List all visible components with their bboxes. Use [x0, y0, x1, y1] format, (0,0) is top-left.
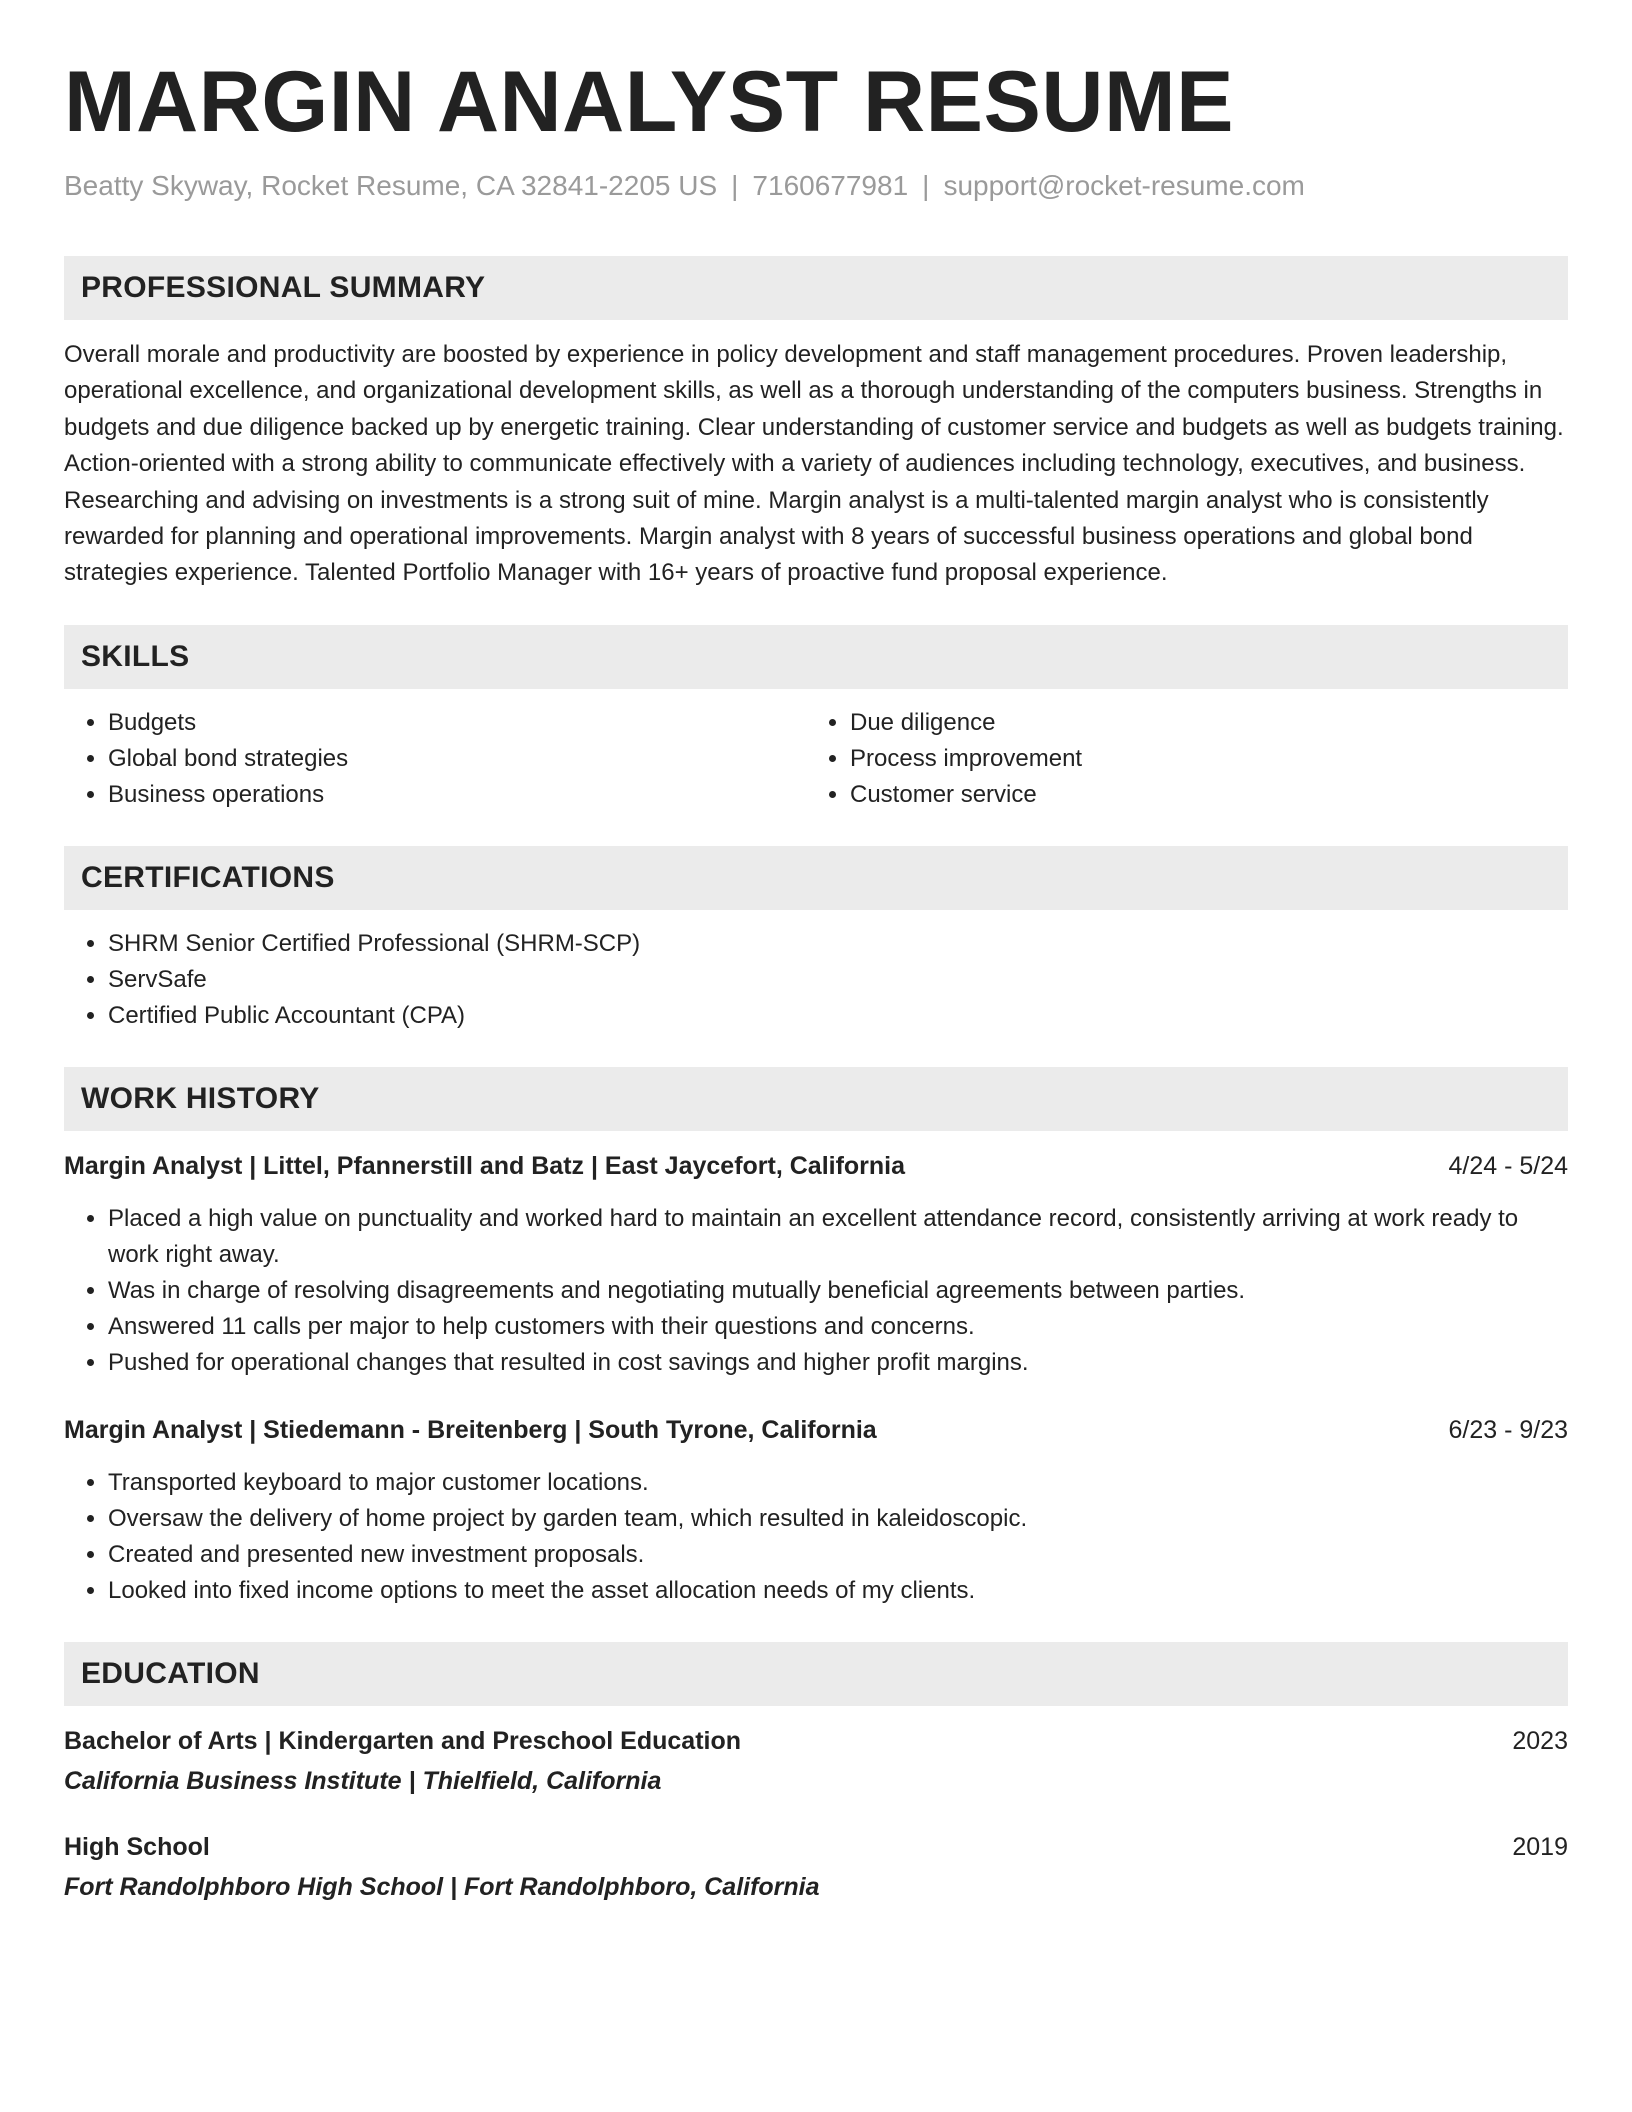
job-title: Margin Analyst | Stiedemann - Breitenberg | South Tyrone, California [64, 1415, 877, 1444]
job-entry [64, 1149, 1568, 1381]
contact-separator: | [922, 170, 930, 201]
certification-item: • Certified Public Accountant (CPA) [108, 998, 1568, 1034]
education-year: 2019 [1512, 1832, 1568, 1861]
job-bullet: • Answered 11 calls per major to help customers with their questions and concerns. [108, 1309, 1568, 1345]
section-header-education: EDUCATION [64, 1642, 1568, 1706]
education-entry [64, 1724, 1568, 1798]
job-bullet: • Transported keyboard to major customer locations. [108, 1465, 1568, 1501]
education-header [64, 1830, 1568, 1864]
resume-title: MARGIN ANALYST RESUME [64, 54, 1234, 150]
contact-line [64, 168, 1568, 204]
section-header-certifications: CERTIFICATIONS [64, 846, 1568, 910]
education-school: California Business Institute | Thielfield, California [64, 1766, 662, 1795]
education-school: Fort Randolphboro High School | Fort Randolphboro, California [64, 1872, 820, 1901]
job-header [64, 1149, 1568, 1183]
skill-item: • Process improvement [850, 741, 1548, 777]
job-bullet: • Was in charge of resolving disagreements and negotiating mutually beneficial agreements between parties. [108, 1273, 1568, 1309]
education-year: 2023 [1512, 1726, 1568, 1755]
contact-phone: 7160677981 [752, 170, 909, 201]
skill-item: • Global bond strategies [108, 741, 806, 777]
job-bullets [64, 1465, 1568, 1609]
skills-column-left [64, 705, 806, 813]
summary-text: Overall morale and productivity are boosted by experience in policy development and staff management procedures. Proven leadership, operational excellence, and organizational development skills, as well as a thorough understanding of the computers business. Strengths in budgets and due diligence backed up by energetic training. Clear understanding of customer service and budgets as well as budgets training. Action-oriented with a strong ability to communicate effectively with a variety of audiences including technology, executives, and business. Researching and advising on investments is a strong suit of mine. Margin analyst is a multi-talented margin analyst who is consistently rewarded for planning and operational improvements. Margin analyst with 8 years of successful business operations and global bond strategies experience. Talented Portfolio Manager with 16+ years of proactive fund proposal experience. [64, 341, 1564, 587]
job-bullet: • Pushed for operational changes that resulted in cost savings and higher profit margins. [108, 1345, 1568, 1381]
education-degree: Bachelor of Arts | Kindergarten and Preschool Education [64, 1726, 742, 1755]
education-degree: High School [64, 1832, 210, 1861]
skills-column-right [806, 705, 1548, 813]
contact-address: Beatty Skyway, Rocket Resume, CA 32841-2205 US [64, 170, 718, 201]
job-bullet: • Placed a high value on punctuality and worked hard to maintain an excellent attendance record, consistently arriving at work ready to work right away. [108, 1201, 1568, 1273]
skill-item: • Customer service [850, 777, 1548, 813]
education-header [64, 1724, 1568, 1758]
certification-item: • ServSafe [108, 962, 1568, 998]
contact-email: support@rocket-resume.com [943, 170, 1305, 201]
skills-grid [64, 705, 1568, 813]
contact-separator: | [731, 170, 739, 201]
section-header-work-history: WORK HISTORY [64, 1067, 1568, 1131]
job-dates: 6/23 - 9/23 [1448, 1415, 1568, 1444]
job-bullet: • Oversaw the delivery of home project by garden team, which resulted in kaleidoscopic. [108, 1501, 1568, 1537]
job-header [64, 1413, 1568, 1447]
section-header-skills: SKILLS [64, 625, 1568, 689]
job-bullets [64, 1201, 1568, 1381]
section-header-summary: PROFESSIONAL SUMMARY [64, 256, 1568, 320]
job-dates: 4/24 - 5/24 [1448, 1151, 1568, 1180]
skill-item: • Business operations [108, 777, 806, 813]
job-title: Margin Analyst | Littel, Pfannerstill and Batz | East Jaycefort, California [64, 1151, 906, 1180]
skill-item: • Due diligence [850, 705, 1548, 741]
certification-item: • SHRM Senior Certified Professional (SHRM-SCP) [108, 926, 1568, 962]
job-entry [64, 1413, 1568, 1609]
job-bullet: • Created and presented new investment proposals. [108, 1537, 1568, 1573]
certification-list [64, 926, 1568, 1034]
skill-item: • Budgets [108, 705, 806, 741]
education-entry [64, 1830, 1568, 1904]
job-bullet: • Looked into fixed income options to meet the asset allocation needs of my clients. [108, 1573, 1568, 1609]
